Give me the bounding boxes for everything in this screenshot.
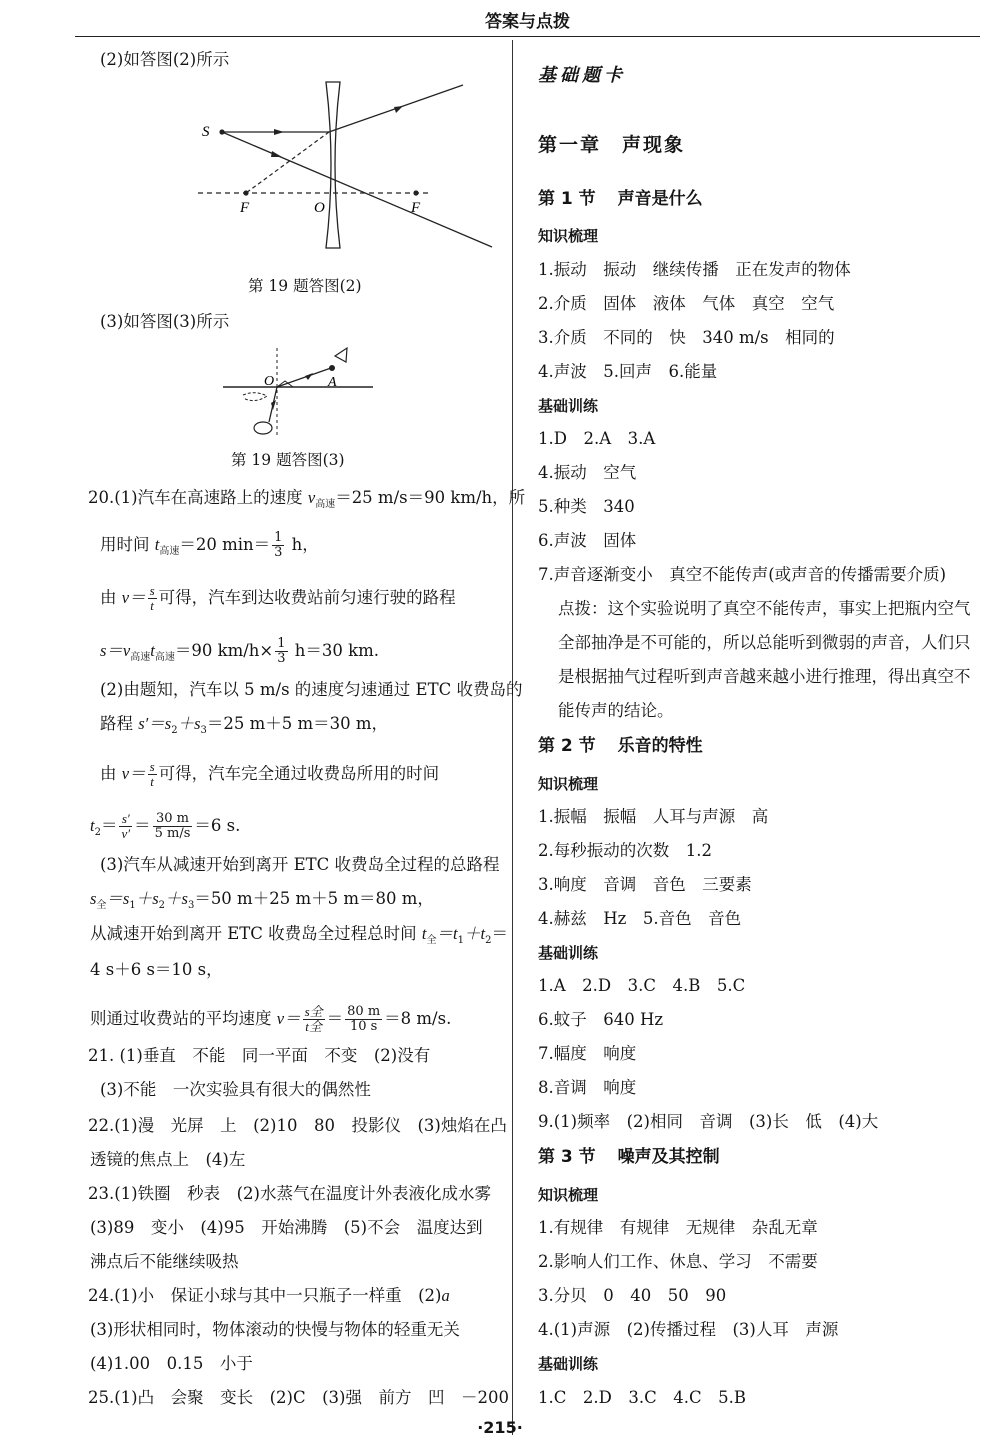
sec2-t6: 6.蚊子 640 Hz bbox=[538, 1010, 664, 1029]
figure-19-3 bbox=[223, 340, 373, 440]
page-number: ·215· bbox=[477, 1418, 523, 1437]
q22-line2: 透镜的焦点上 (4)左 bbox=[90, 1150, 246, 1169]
sec2-t1: 1.A 2.D 3.C 4.B 5.C bbox=[538, 976, 746, 995]
section-3-heading: 第 3 节 噪声及其控制 bbox=[538, 1147, 720, 1167]
sec3-knowledge-heading: 知识梳理 bbox=[538, 1186, 599, 1204]
sec1-t5: 5.种类 340 bbox=[538, 497, 635, 516]
sec2-k1: 1.振幅 振幅 人耳与声源 高 bbox=[538, 807, 769, 826]
page-header bbox=[75, 0, 980, 37]
sec2-k4: 4.赫兹 Hz 5.音色 音色 bbox=[538, 909, 742, 928]
label-o3: O bbox=[264, 374, 275, 389]
q20-line5: (2)由题知，汽车以 5 m/s 的速度匀速通过 ETC 收费岛的 bbox=[100, 680, 523, 699]
q20-line2: 用时间 $t_{高速}=20$ min＝ $\frac{1}{3}$ h， bbox=[100, 530, 319, 560]
label-a: A bbox=[328, 375, 337, 390]
sec2-knowledge-heading: 知识梳理 bbox=[538, 775, 599, 793]
q20-line8: $t_2=$ $\frac{s'}{v'}$ ＝ $\frac{30 m}{5 m/s}$ ＝6 s. bbox=[90, 811, 241, 841]
sec3-t1: 1.C 2.D 3.C 4.C 5.B bbox=[538, 1388, 746, 1407]
fraction: $\frac{\text{s全}}{\text{t全}}$ bbox=[304, 1004, 323, 1034]
sec1-knowledge-heading: 知识梳理 bbox=[538, 227, 599, 245]
q20-line4: $s=v_{高速}t_{高速}=90$ km/h× $\frac{1}{3}$ h＝30 km. bbox=[100, 636, 380, 666]
label-s: S bbox=[202, 124, 210, 140]
fraction: $\frac{1}{3}$ bbox=[274, 530, 283, 560]
sec2-training-heading: 基础训练 bbox=[538, 944, 599, 962]
header-title: 答案与点拨 bbox=[485, 12, 570, 32]
q19-3-intro: (3)如答图(3)所示 bbox=[100, 312, 230, 331]
q20-line12: 4 s＋6 s＝10 s， bbox=[90, 960, 223, 979]
section-2-heading: 第 2 节 乐音的特性 bbox=[538, 736, 703, 756]
sec1-k2: 2.介质 固体 液体 气体 真空 空气 bbox=[538, 294, 835, 313]
q20-line3: 由 v＝ $\frac{s}{t}$ 可得，汽车到达收费站前匀速行驶的路程 bbox=[100, 583, 456, 613]
fraction: $\frac{30 m}{5 m/s}$ bbox=[154, 811, 191, 841]
sec1-k3: 3.介质 不同的 快 340 m/s 相同的 bbox=[538, 328, 835, 347]
q20-line13: 则通过收费站的平均速度 v＝ $\frac{\text{s全}}{\text{t全}}$ ＝ $\frac{80 m}{10 s}$ ＝8 m/s. bbox=[90, 1004, 452, 1034]
sec1-tip-line1: 点拨：这个实验说明了真空不能传声，事实上把瓶内空气 bbox=[558, 599, 971, 618]
q20-line6: 路程 $s'=s_2+s_3=25$ m＋5 m＝30 m， bbox=[100, 714, 389, 736]
q24-line3: (4)1.00 0.15 小于 bbox=[90, 1354, 253, 1373]
sec1-t4: 4.振动 空气 bbox=[538, 463, 637, 482]
q23-line1: 23.(1)铁圈 秒表 (2)水蒸气在温度计外表液化成水雾 bbox=[88, 1184, 491, 1203]
q21-line1: 21. (1)垂直 不能 同一平面 不变 (2)没有 bbox=[88, 1046, 431, 1065]
card-title: 基础题卡 bbox=[538, 65, 626, 86]
sec3-k2: 2.影响人们工作、休息、学习 不需要 bbox=[538, 1252, 818, 1271]
sec1-k4: 4.声波 5.回声 6.能量 bbox=[538, 362, 718, 381]
figure-19-3-caption: 第 19 题答图(3) bbox=[231, 451, 345, 469]
fraction: $\frac{80 m}{10 s}$ bbox=[347, 1004, 381, 1034]
sec2-t9: 9.(1)频率 (2)相同 音调 (3)长 低 (4)大 bbox=[538, 1112, 879, 1131]
sec1-tip-line2: 全部抽净是不可能的，所以总能听到微弱的声音，人们只 bbox=[558, 633, 971, 652]
sec2-t7: 7.幅度 响度 bbox=[538, 1044, 637, 1063]
sec3-k3: 3.分贝 0 40 50 90 bbox=[538, 1286, 727, 1305]
figure-19-2 bbox=[198, 80, 528, 250]
fraction: $\frac{s}{t}$ bbox=[149, 759, 155, 789]
section-1-heading: 第 1 节 声音是什么 bbox=[538, 189, 703, 209]
q24-line2: (3)形状相同时，物体滚动的快慢与物体的轻重无关 bbox=[90, 1320, 460, 1339]
sec1-tip-line4: 能传声的结论。 bbox=[558, 701, 674, 720]
q20-line10: $s_全=s_1+s_2+s_3=50$ m＋25 m＋5 m＝80 m， bbox=[90, 889, 434, 911]
q25-line1: 25.(1)凸 会聚 变长 (2)C (3)强 前方 凹 －200 bbox=[88, 1388, 509, 1407]
sec1-training-heading: 基础训练 bbox=[538, 397, 599, 415]
sec2-t8: 8.音调 响度 bbox=[538, 1078, 637, 1097]
q23-line2: (3)89 变小 (4)95 开始沸腾 (5)不会 温度达到 bbox=[90, 1218, 483, 1237]
label-f-right: F bbox=[411, 200, 421, 216]
q24-line1: 24.(1)小 保证小球与其中一只瓶子一样重 (2)a bbox=[88, 1286, 450, 1305]
sec2-k2: 2.每秒振动的次数 1.2 bbox=[538, 841, 712, 860]
sec2-k3: 3.响度 音调 音色 三要素 bbox=[538, 875, 752, 894]
q22-line1: 22.(1)漫 光屏 上 (2)10 80 投影仪 (3)烛焰在凸 bbox=[88, 1116, 507, 1135]
sec3-k1: 1.有规律 有规律 无规律 杂乱无章 bbox=[538, 1218, 818, 1237]
q23-line3: 沸点后不能继续吸热 bbox=[90, 1252, 239, 1271]
fraction: $\frac{1}{3}$ bbox=[277, 636, 286, 666]
label-f-left: F bbox=[240, 200, 250, 216]
q20-line1: 20.(1)汽车在高速路上的速度 $v_{高速}=25$ m/s＝90 km/h，所 bbox=[88, 488, 526, 510]
label-o: O bbox=[314, 200, 325, 216]
q20-line11: 从减速开始到离开 ETC 收费岛全过程总时间 $t_全=t_1+t_2=$ bbox=[90, 924, 508, 946]
sec1-t1: 1.D 2.A 3.A bbox=[538, 429, 656, 448]
sec3-training-heading: 基础训练 bbox=[538, 1355, 599, 1373]
sec3-k4: 4.(1)声源 (2)传播过程 (3)人耳 声源 bbox=[538, 1320, 839, 1339]
sec1-tip-line3: 是根据抽气过程听到声音越来越小进行推理，得出真空不 bbox=[558, 667, 971, 686]
q19-2-intro: (2)如答图(2)所示 bbox=[100, 50, 230, 69]
q21-line2: (3)不能 一次实验具有很大的偶然性 bbox=[100, 1080, 371, 1099]
chapter-title: 第一章 声现象 bbox=[538, 134, 686, 156]
fraction: $\frac{s}{t}$ bbox=[149, 583, 155, 613]
sec1-k1: 1.振动 振动 继续传播 正在发声的物体 bbox=[538, 260, 851, 279]
sec1-t7: 7.声音逐渐变小 真空不能传声(或声音的传播需要介质) bbox=[538, 565, 947, 584]
sec1-t6: 6.声波 固体 bbox=[538, 531, 637, 550]
q20-line7: 由 v＝ $\frac{s}{t}$ 可得，汽车完全通过收费岛所用的时间 bbox=[100, 759, 440, 789]
figure-19-2-caption: 第 19 题答图(2) bbox=[248, 277, 362, 295]
fraction: $\frac{s'}{v'}$ bbox=[121, 811, 131, 841]
q20-line9: (3)汽车从减速开始到离开 ETC 收费岛全过程的总路程 bbox=[100, 855, 500, 874]
